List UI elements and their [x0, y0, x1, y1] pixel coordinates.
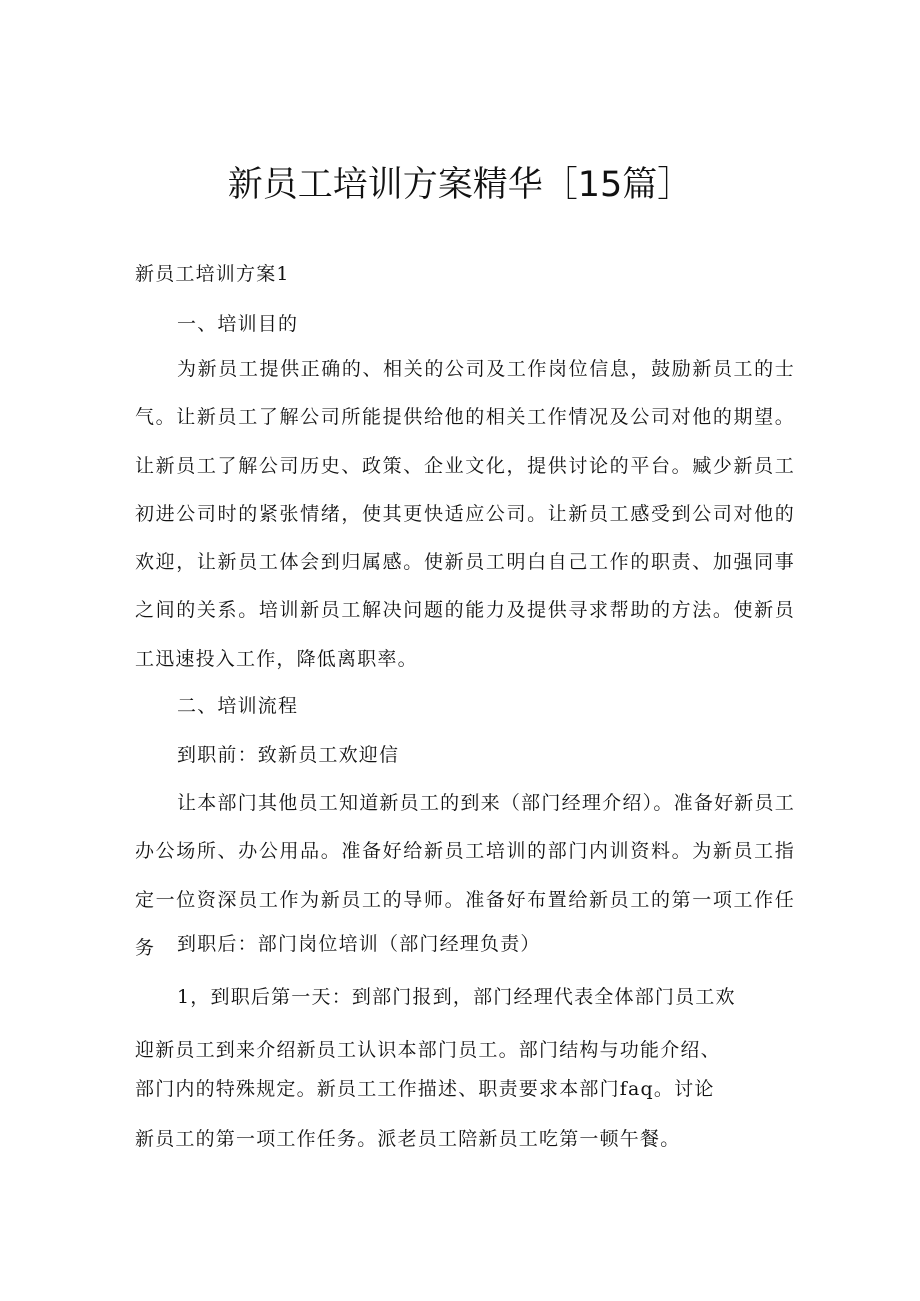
heading-training-process: 二、培训流程: [177, 695, 299, 717]
before-arrival-line: 到职前：致新员工欢迎信: [177, 744, 400, 766]
paragraph-training-purpose: 为新员工提供正确的、相关的公司及工作岗位信息，鼓励新员工的士气。让新员工了解公司所能提供给他的相关工作情况及公司对他的期望。让新员工了解公司历史、政策、企业文化，提供讨论的平台。臧少新员工初进公司时的紧张情绪，使其更快适应公司。让新员工感受到公司对他的欢迎，让新员工体会到归属感。使新员工明白自己工作的职责、加强同事之间的关系。培训新员工解决问题的能力及提供寻求帮助的方法。使新员工迅速投入工作，降低离职率。: [135, 358, 795, 670]
item-1-line-3: 部门内的特殊规定。新员工工作描述、职责要求本部门faq。讨论: [135, 1078, 715, 1100]
paragraph-before-arrival: 让本部门其他员工知道新员工的到来（部门经理介绍）。准备好新员工办公场所、办公用品。准备好给新员工培训的部门内训资料。为新员工指定一位资深员工作为新员工的导师。准备好布置给新员工的第一项工作任务: [135, 792, 795, 959]
item-1-line-2: 迎新员工到来介绍新员工认识本部门员工。部门结构与功能介绍、: [135, 1039, 721, 1061]
heading-training-purpose: 一、培训目的: [177, 313, 299, 335]
item-1-line-4: 新员工的第一项工作任务。派老员工陪新员工吃第一顿午餐。: [135, 1128, 681, 1150]
after-arrival-line: 到职后：部门岗位培训（部门经理负责）: [177, 933, 541, 955]
section-heading: 新员工培训方案1: [135, 263, 290, 285]
item-1-line-1: 1，到职后第一天：到部门报到，部门经理代表全体部门员工欢: [177, 986, 736, 1008]
document-title: 新员工培训方案精华［15篇］: [227, 165, 693, 205]
